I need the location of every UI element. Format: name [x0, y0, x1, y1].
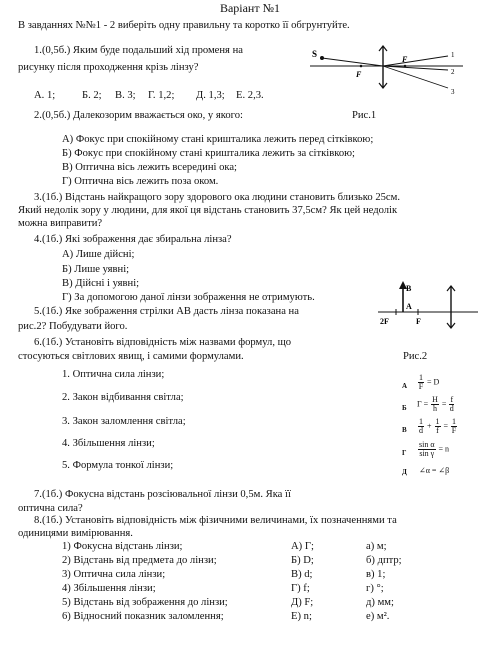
formula-letter-a: А — [402, 382, 408, 390]
q8-row1-quantity: 1) Фокусна відстань лінзи; — [62, 541, 183, 552]
q6-item-5: 5. Формула тонкої лінзи; — [62, 460, 174, 471]
formula-b-d2: d — [449, 404, 454, 413]
q1-option-c: В. 3; — [115, 90, 136, 101]
q8-row4-quantity: 4) Збільшення лінзи; — [62, 583, 156, 594]
q8-row2-quantity: 2) Відстань від предмета до лінзи; — [62, 555, 217, 566]
formula-c-d1: d — [419, 426, 423, 435]
q7-line1: 7.(1б.) Фокусна відстань розсіювальної лінзи 0,5м. Яка її — [34, 489, 291, 500]
q2-option-a: А) Фокус при спокійному стані кришталика лежить перед сітківкою; — [62, 134, 374, 145]
q8-row3-unit: в) 1; — [366, 569, 386, 580]
formula-a-den: F — [418, 382, 424, 391]
q8-row6-unit: е) м². — [366, 611, 390, 622]
formula-c-d2: f — [436, 426, 439, 435]
page-title: Варіант №1 — [219, 1, 281, 15]
q6-line1: 6.(1б.) Установіть відповідність між назвами формул, що — [34, 337, 292, 348]
formula-b-n2: f — [450, 395, 454, 404]
label-f-left: F — [356, 70, 362, 79]
q3-line2: Який недолік зору у людини, для якої ця відстань становить 37,5см? Як цей недолік — [18, 205, 398, 216]
q6-item-2: 2. Закон відбивання світла; — [62, 392, 184, 403]
q1-line2: рисунку після проходження крізь лінзу? — [18, 62, 199, 73]
incident-ray — [322, 58, 383, 66]
label-2f: 2F — [380, 317, 389, 326]
q8-row3-symbol: В) d; — [291, 569, 313, 580]
q8-row4-symbol: Г) f; — [291, 583, 310, 594]
q2-option-c: В) Оптична вісь лежить всередині ока; — [62, 162, 238, 173]
q8-row6-symbol: Е) n; — [291, 611, 312, 622]
formula-c-n1: 1 — [419, 417, 423, 426]
figure-2-caption: Рис.2 — [403, 351, 428, 362]
q8-row3-quantity: 3) Оптична сила лінзи; — [62, 569, 166, 580]
q8-row4-unit: г) °; — [366, 583, 384, 594]
q8-row1-unit: а) м; — [366, 541, 387, 552]
formula-a — [417, 374, 439, 391]
formula-d — [417, 441, 449, 458]
label-b: B — [406, 284, 412, 293]
q4-option-b: Б) Лише уявні; — [62, 264, 130, 275]
q6-item-3: 3. Закон заломлення світла; — [62, 416, 186, 427]
formula-a-num: 1 — [419, 373, 423, 382]
q8-line1: 8.(1б.) Установіть відповідність між фізичними величинами, їх позначеннями та — [34, 515, 397, 526]
formula-letter-d: Г — [402, 449, 407, 457]
q1-option-e: Д. 1,3; — [196, 90, 225, 101]
q3-line3: можна виправити? — [18, 218, 103, 229]
ray-1 — [383, 56, 448, 66]
formula-d-rhs: = n — [438, 444, 450, 454]
focus-right — [404, 65, 407, 68]
figure-2-lens-diagram — [376, 278, 482, 332]
formula-e: ∠α = ∠β — [419, 466, 450, 475]
q2-option-b: Б) Фокус при спокійному стані кришталика лежить за сітківкою; — [62, 148, 355, 159]
formula-b-d1: h — [433, 404, 438, 413]
label-ray-3: 3 — [451, 88, 455, 96]
label-ray-1: 1 — [451, 51, 455, 59]
formula-b-eq: = — [441, 399, 447, 409]
formula-c — [417, 418, 458, 435]
q4-option-d: Г) За допомогою даної лінзи зображення не отримують. — [62, 292, 315, 303]
formula-a-rhs: = D — [427, 377, 440, 387]
formula-c-n3: 1 — [452, 417, 457, 426]
q4-option-a: А) Лише дійсні; — [62, 249, 135, 260]
figure-1-lens-diagram — [308, 44, 466, 106]
formula-c-eq: = — [443, 421, 449, 431]
q5-line1: 5.(1б.) Яке зображення стрілки АВ дасть лінза показана на — [34, 306, 299, 317]
q8-row6-quantity: 6) Відносний показник заломлення; — [62, 611, 224, 622]
formula-d-num: sin α — [419, 440, 435, 449]
q6-line2: стосуються світлових явищ, і самими формулами. — [18, 351, 244, 362]
q4-option-c: В) Дійсні і уявні; — [62, 278, 140, 289]
q2-line1: 2.(0,5б.) Далекозорим вважається око, у якого: — [34, 110, 243, 121]
formula-c-n2: 1 — [435, 417, 440, 426]
q1-option-b: Б. 2; — [82, 90, 102, 101]
focus-left — [360, 65, 363, 68]
q1-option-a: А. 1; — [34, 90, 56, 101]
instruction: В завданнях №№1 - 2 виберіть одну правильну та коротко її обгрунтуйте. — [18, 20, 350, 31]
q8-line2: одиницями вимірювання. — [18, 528, 133, 539]
formula-letter-e: Д — [402, 468, 407, 476]
q8-row5-symbol: Д) F; — [291, 597, 314, 608]
formula-c-plus: + — [427, 421, 432, 431]
formula-b — [417, 396, 455, 413]
label-s: S — [312, 49, 318, 59]
figure-1-caption: Рис.1 — [352, 110, 377, 121]
formula-b-lhs: Г = — [417, 399, 429, 409]
q2-option-d: Г) Оптична вісь лежить поза оком. — [62, 176, 219, 187]
q6-item-4: 4. Збільшення лінзи; — [62, 438, 155, 449]
formula-letter-b: Б — [402, 404, 407, 412]
q1-option-f: Е. 2,3. — [236, 90, 264, 101]
formula-b-n1: H — [432, 395, 438, 404]
label-ray-2: 2 — [451, 68, 455, 76]
formula-d-den: sin γ — [419, 449, 435, 458]
label-f-right: F — [402, 55, 408, 64]
label-f: F — [416, 317, 421, 326]
q3-line1: 3.(1б.) Відстань найкращого зору здорового ока людини становить близько 25см. — [34, 192, 400, 203]
q7-line2: оптична сила? — [18, 503, 83, 514]
q8-row5-quantity: 5) Відстань від зображення до лінзи; — [62, 597, 228, 608]
q8-row2-symbol: Б) D; — [291, 555, 314, 566]
q1-option-d: Г. 1,2; — [148, 90, 175, 101]
q4-line1: 4.(1б.) Які зображення дає збиральна лінза? — [34, 234, 232, 245]
label-a: A — [406, 302, 412, 311]
q6-item-1: 1. Оптична сила лінзи; — [62, 369, 165, 380]
q8-row1-symbol: А) Г; — [291, 541, 314, 552]
q8-row5-unit: д) мм; — [366, 597, 394, 608]
formula-letter-c: В — [402, 426, 407, 434]
q5-line2: рис.2? Побудувати його. — [18, 321, 128, 332]
q1-line1: 1.(0,5б.) Яким буде подальший хід променя на — [34, 45, 243, 56]
formula-c-d3: F — [451, 426, 457, 435]
q8-row2-unit: б) дптр; — [366, 555, 402, 566]
